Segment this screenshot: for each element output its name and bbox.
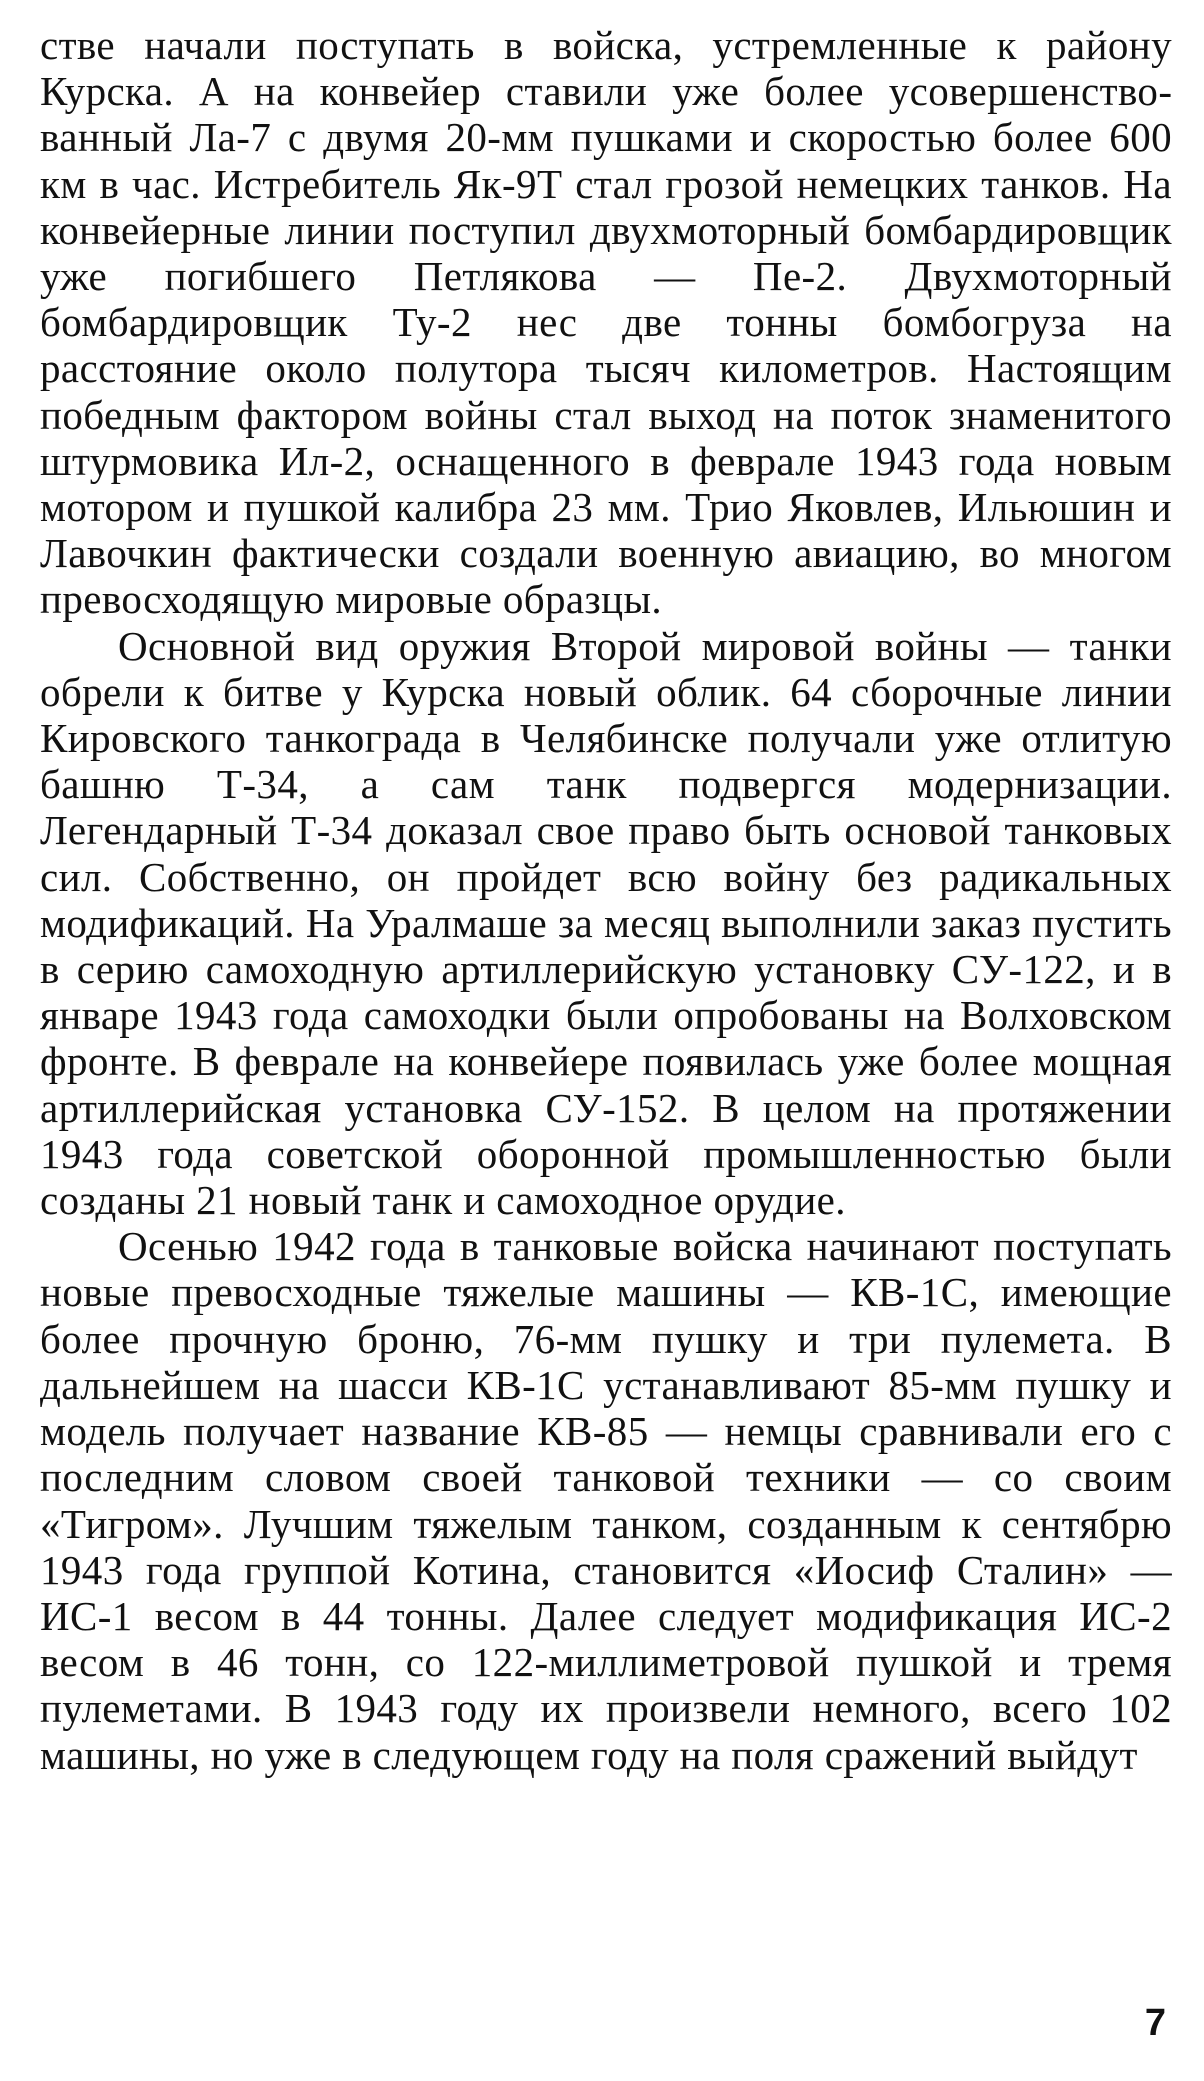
- paragraph-heavy-tanks: Осенью 1942 года в танковые войска начинают поступать новые превосходные тяжелые машины — КВ-1С, имеющие более прочную броню, 76-мм пушку и три пулемета. В дальнейшем на шасси КВ-1С устанавливают 85-мм пушку и модель получает название КВ-85 — немцы сравнивали его с последним словом своей танковой техники — со своим «Тигром». Лучшим тяжелым танком, созданным к сентябрю 1943 года группой Котина, становится «Иосиф Сталин» — ИС-1 весом в 44 тонны. Далее следует модификация ИС-2 весом в 46 тонн, со 122-миллиметровой пушкой и тремя пулеметами. В 1943 году их произвели немного, всего 102 машины, но уже в следующем году на поля сражений выйдут: [40, 1223, 1172, 1778]
- book-page-text: [40, 22, 1172, 1778]
- paragraph-tanks: Основной вид оружия Второй мировой войны — танки обрели к битве у Курска новый облик. 64 сборочные линии Кировского танкограда в Челябинске получали уже отлитую башню Т-34, а сам танк подвергся модернизации. Легендарный Т-34 доказал свое право быть основой танковых сил. Собственно, он пройдет всю войну без радикальных модификаций. На Уралмаше за месяц выполнили заказ пустить в серию самоходную артиллерийскую установку СУ-122, и в январе 1943 года самоходки были опробованы на Волховском фронте. В феврале на конвейере появилась уже более мощная артиллерийская установка СУ-152. В целом на протяжении 1943 года советской оборонной промышленностью были созданы 21 новый танк и самоходное орудие.: [40, 622, 1172, 1224]
- paragraph-continuation: стве начали поступать в войска, устремленные к району Курска. А на конвейер ставили уже более усовершенствованный Ла-7 с двумя 20-мм пушками и скоростью более 600 км в час. Истребитель Як-9Т стал грозой немецких танков. На конвейерные линии поступил двухмоторный бомбардировщик уже погибшего Петлякова — Пе-2. Двухмоторный бомбардировщик Ту-2 нес две тонны бомбогруза на расстояние около полутора тысяч километров. Настоящим победным фактором войны стал выход на поток знаменитого штурмовика Ил-2, оснащенного в феврале 1943 года новым мотором и пушкой калибра 23 мм. Трио Яковлев, Ильюшин и Лавочкин фактически создали военную авиацию, во многом превосходящую мировые образцы.: [40, 22, 1172, 623]
- page-number: 7: [1144, 2002, 1166, 2044]
